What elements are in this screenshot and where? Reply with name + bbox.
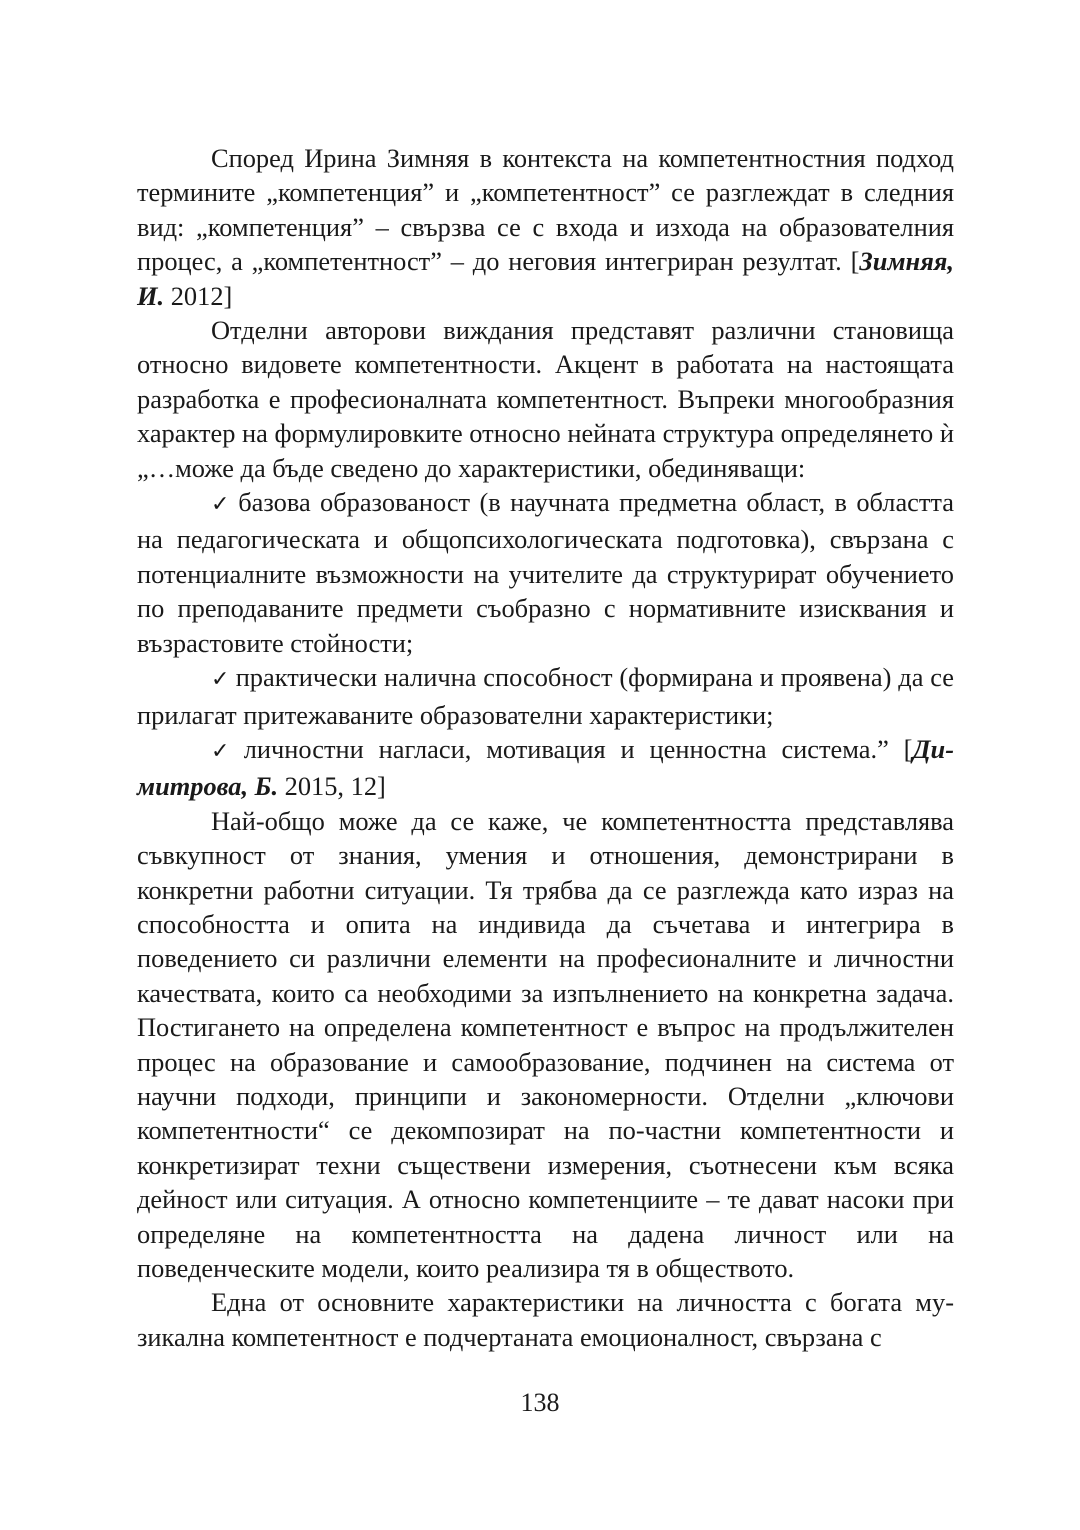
check-mark-icon: ✓	[211, 492, 233, 518]
paragraph-4	[137, 1285, 954, 1354]
bullet-item-1-text: базова образованост (в научната предметна област, в областта на педагогическата и общопсихологическата подготовка), свързана с потенциалните възможности на учителите да структурират обучението по преподаваните предмети съобразно с нормативните изисквания и възрастовите стойности;	[137, 487, 954, 658]
citation-year: 2015, 12]	[278, 771, 386, 802]
citation-author: Зимняя, И.	[137, 246, 954, 311]
paragraph-1	[137, 141, 954, 313]
check-mark-icon: ✓	[211, 738, 238, 764]
page-number: 138	[520, 1388, 560, 1417]
bullet-item-2	[137, 660, 954, 732]
bullet-item-3	[137, 732, 954, 804]
paragraph-1-text: Според Ирина Зимняя в контекста на компетентностния подход термините „компетенция” и „компетентност” се разглеждат в следния вид: „компетенция” – свързва се с входа и изхода на образователния процес, а „компетентност” – до неговия интегриран резултат. [	[137, 143, 954, 277]
citation-author: Димитрова, Б.	[137, 733, 954, 802]
paragraph-2-text: Отделни авторови виждания представят различни становища относно видовете компетентности. Акцент в работата на настоящата разработка е професионалната компетентност. Въпреки многообразния характер на формулировките относно нейната структура определянето ѝ „…може да бъде сведено до характеристики, обединяващи:	[137, 315, 954, 483]
bullet-item-2-text: практически налична способност (формирана и проявена) да се прилагат притежаваните образователни характеристики;	[137, 662, 955, 730]
paragraph-3-text: Най-общо може да се каже, че компетентността представлява съвкупност от знания, умения и отношения, демонстрирани в конкретни работни ситуации. Тя трябва да се разглежда като израз на способността и опита на индивида да съчетава и интегрира в поведението си различни елементи на професионалните и личностни качествата, които са необходими за изпълнението на конкретна задача. Постигането на определена компетентност е въпрос на продължителен процес на образование и самообразование, подчинен на система от научни подходи, принципи и закономерности. Отделни „ключови компетентности“ се декомпозират на по-частни компетентности и конкретизират техни съществени измерения, съотнесени към всяка дейност или ситуация. А относно компетенциите – те дават насоки при определяне на компетентността на дадена личност или на поведенческите модели, които реализира тя в обществото.	[137, 805, 954, 1283]
paragraph-2	[137, 313, 954, 485]
paragraph-3	[137, 804, 954, 1286]
bullet-item-1	[137, 485, 954, 660]
bullet-item-3-text: личностни нагласи, мотивация и ценностна система.” [	[243, 733, 913, 764]
check-mark-icon: ✓	[211, 667, 230, 693]
citation-year: 2012]	[164, 280, 233, 311]
page-body	[137, 141, 954, 1354]
paragraph-4-text: Една от основните характеристики на личността с богата музикална компетентност е подчертаната емоционалност, свързана с	[137, 1287, 954, 1352]
